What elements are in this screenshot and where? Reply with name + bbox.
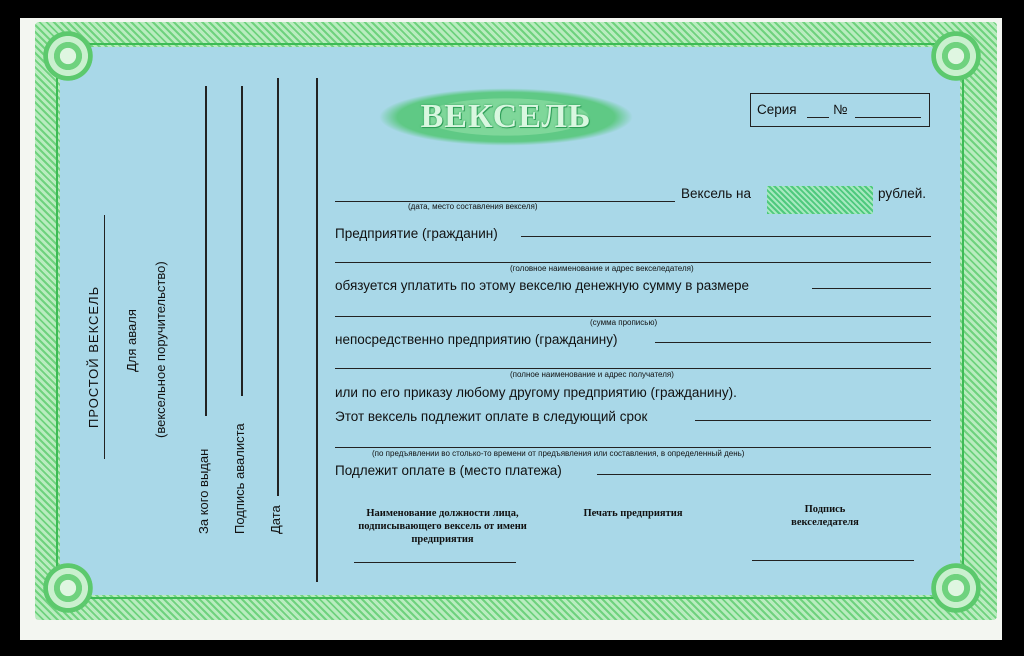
payee-field[interactable] [655, 342, 931, 343]
enterprise-field[interactable] [521, 236, 931, 237]
bill-on-label: Вексель на [681, 186, 752, 201]
aval-label: Для аваля [124, 309, 139, 372]
payee-hint: (полное наименование и адрес получателя) [510, 370, 674, 379]
drawer-hint: (головное наименование и адрес векселедателя) [510, 264, 694, 273]
due-term-field[interactable] [695, 420, 931, 421]
drawer-sign-field[interactable] [752, 560, 914, 561]
strip-title: ПРОСТОЙ ВЕКСЕЛЬ [86, 285, 101, 428]
sum-words-field[interactable] [335, 316, 931, 317]
series-label: Серия [757, 102, 797, 117]
pay-place-field[interactable] [597, 474, 931, 475]
due-hint: (по предъявлении во столько-то времени от предъявления или составления, в определенный день) [372, 449, 745, 458]
or-order-label: или по его приказу любому другому предприятию (гражданину). [335, 385, 737, 400]
position-sign-field[interactable] [354, 562, 516, 563]
payee-address-field[interactable] [335, 368, 931, 369]
series-box [750, 93, 930, 127]
corner-ornament-icon [40, 560, 96, 616]
series-field[interactable] [807, 117, 829, 118]
date-label: Дата [268, 505, 283, 534]
corner-ornament-icon [40, 28, 96, 84]
strip-separator [316, 78, 318, 582]
document-title: ВЕКСЕЛЬ [420, 98, 592, 135]
seal-label: Печать предприятия [583, 508, 683, 519]
number-label: № [833, 102, 848, 117]
drawer-field[interactable] [335, 262, 931, 263]
aval-sub-label: (вексельное поручительство) [153, 261, 168, 438]
for-whom-label: За кого выдан [196, 448, 211, 534]
pay-place-label: Подлежит оплате в (место платежа) [335, 463, 562, 478]
due-term-label: Этот вексель подлежит оплате в следующий срок [335, 409, 648, 424]
number-field[interactable] [855, 117, 921, 118]
pay-obligation-label: обязуется уплатить по этому векселю денежную сумму в размере [335, 278, 750, 293]
amount-field[interactable] [767, 186, 873, 214]
date-place-hint: (дата, место составления векселя) [408, 202, 538, 211]
rubles-label: рублей. [878, 186, 927, 201]
aval-sign-label: Подпись авалиста [232, 423, 247, 534]
aval-sign-line[interactable] [241, 86, 243, 396]
position-title-label: Наименование должности лица, подписывающего вексель от имени предприятия [358, 508, 527, 545]
directly-to-label: непосредственно предприятию (гражданину) [335, 332, 618, 347]
drawer-sign-label: Подпись векселедателя [791, 504, 859, 528]
amount-figure-field[interactable] [812, 288, 931, 289]
enterprise-label: Предприятие (гражданин) [335, 226, 498, 241]
due-term-field-2[interactable] [335, 447, 931, 448]
corner-ornament-icon [928, 560, 984, 616]
title-cartouche [378, 88, 634, 146]
strip-divider [104, 215, 105, 459]
corner-ornament-icon [928, 28, 984, 84]
sum-words-hint: (сумма прописью) [590, 318, 658, 327]
date-line[interactable] [277, 78, 279, 496]
for-whom-line[interactable] [205, 86, 207, 416]
